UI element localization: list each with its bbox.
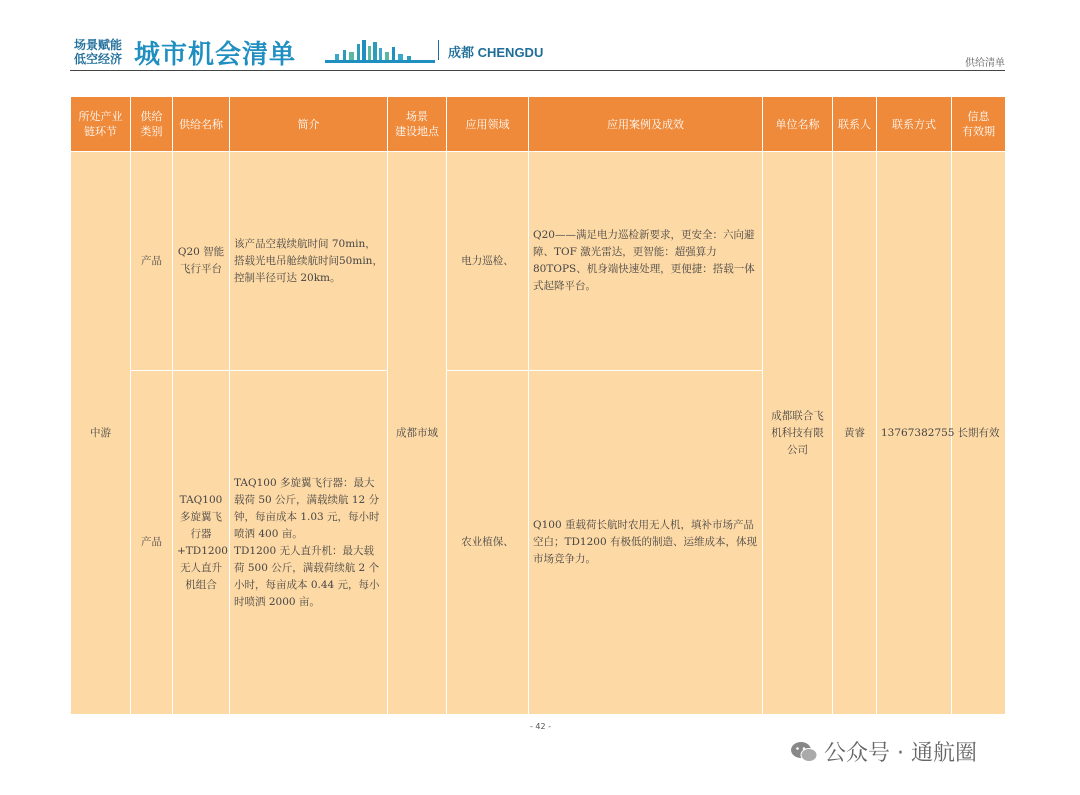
wechat-icon xyxy=(790,741,818,763)
section-label: 供给清单 xyxy=(965,58,1005,69)
document-title: 城市机会清单 xyxy=(134,40,297,70)
page-number: - 42 - xyxy=(530,722,552,731)
header-location: 场景 建设地点 xyxy=(388,97,447,152)
intro-cell: TAQ100 多旋翼飞行器：最大载荷 50 公斤，满载续航 12 分钟，每亩成本 1.03 元，每小时喷洒 400 亩。 TD1200 无人直升机：最大载荷 500 公斤，满载荷续航 2 个小时，每亩成本 0.44 元，每小时喷洒 2000 亩。 xyxy=(230,371,388,715)
header-case: 应用案例及成效 xyxy=(529,97,763,152)
intro-cell: 该产品空载续航时间 70min，搭载光电吊舱续航时间50min，控制半径可达 20km。 xyxy=(230,152,388,371)
contact-cell: 黄睿 xyxy=(833,152,877,715)
validity-cell: 长期有效 xyxy=(952,152,1006,715)
watermark xyxy=(790,736,977,767)
header-phone: 联系方式 xyxy=(877,97,952,152)
header-intro: 简介 xyxy=(230,97,388,152)
chain-stage-cell: 中游 xyxy=(71,152,131,715)
header-rule xyxy=(70,70,1005,71)
table-header-row xyxy=(71,97,1006,152)
product-name-cell: Q20 智能 飞行平台 xyxy=(173,152,230,371)
location-cell: 成都市域 xyxy=(388,152,447,715)
header-contact: 联系人 xyxy=(833,97,877,152)
page-header xyxy=(70,32,1005,72)
header-chain-stage: 所处产业 链环节 xyxy=(71,97,131,152)
city-skyline-icon xyxy=(325,38,435,64)
company-cell: 成都联合飞 机科技有限 公司 xyxy=(763,152,833,715)
header-name: 供给名称 xyxy=(173,97,230,152)
table-row xyxy=(71,152,1006,371)
watermark-text: 公众号 · 通航圈 xyxy=(824,741,977,766)
header-category: 供给 类别 xyxy=(131,97,173,152)
brand-line-1: 场景赋能 xyxy=(74,38,123,52)
header-field: 应用领域 xyxy=(447,97,529,152)
header-divider xyxy=(438,40,439,60)
product-name-cell: TAQ100 多旋翼飞 行器 +TD1200 无人直升 机组合 xyxy=(173,371,230,715)
brand-tagline xyxy=(74,38,122,66)
case-cell: Q20——满足电力巡检新要求，更安全：六向避障、TOF 激光雷达，更智能：超强算力80TOPS、机身端快速处理，更便捷：搭载一体式起降平台。 xyxy=(529,152,763,371)
header-validity: 信息 有效期 xyxy=(952,97,1006,152)
phone-cell: 13767382755 xyxy=(877,152,952,715)
city-name: 成都 CHENGDU xyxy=(448,45,544,60)
category-cell: 产品 xyxy=(131,371,173,715)
brand-line-2: 低空经济 xyxy=(74,52,123,66)
supply-table xyxy=(70,96,1006,715)
case-cell: Q100 重载荷长航时农用无人机，填补市场产品空白；TD1200 有极低的制造、运维成本，体现市场竞争力。 xyxy=(529,371,763,715)
category-cell: 产品 xyxy=(131,152,173,371)
field-cell: 电力巡检、 xyxy=(447,152,529,371)
field-cell: 农业植保、 xyxy=(447,371,529,715)
header-company: 单位名称 xyxy=(763,97,833,152)
